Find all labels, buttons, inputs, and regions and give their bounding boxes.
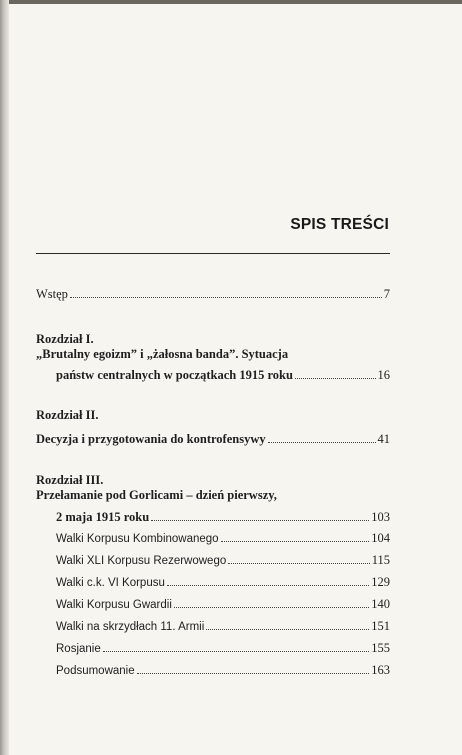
toc-entry-section[interactable] [56, 596, 390, 612]
chapter-heading-1: Rozdział I. [36, 332, 94, 346]
chapter-heading-2: Rozdział II. [36, 408, 99, 422]
dot-leader [228, 562, 369, 564]
chapter-title-3-line1: Przełamanie pod Gorlicami – dzień pierwszy, [36, 488, 277, 502]
toc-entry-page: 151 [371, 619, 390, 633]
toc-entry-page: 16 [377, 368, 390, 382]
toc-entry-label: Walki XLI Korpusu Rezerwowego [56, 555, 227, 567]
toc-entry-page: 155 [371, 641, 390, 655]
toc-entry-page: 115 [371, 553, 390, 567]
toc-entry-section[interactable] [56, 640, 390, 656]
toc-entry-page: 104 [371, 531, 390, 545]
page-title: SPIS TREŚCI [290, 216, 389, 233]
toc-entry-chapter-3[interactable] [56, 509, 390, 525]
toc-entry-section[interactable] [56, 662, 390, 678]
toc-entry-section[interactable] [56, 574, 390, 590]
toc-entry-page: 163 [371, 663, 390, 677]
dot-leader [206, 628, 369, 630]
toc-entry-chapter-1[interactable] [56, 367, 390, 383]
dot-leader [295, 377, 376, 379]
toc-entry-page: 7 [383, 287, 390, 301]
chapter-heading-3: Rozdział III. [36, 473, 104, 487]
dot-leader [103, 650, 370, 652]
toc-entry-label: Walki Korpusu Gwardii [56, 599, 172, 611]
dot-leader [151, 519, 369, 521]
toc-entry-section[interactable] [56, 530, 390, 546]
chapter-title-1-line1: „Brutalny egoizm” i „żałosna banda”. Sytuacja [36, 347, 289, 361]
toc-entry-page: 140 [371, 597, 390, 611]
toc-entry-label: 2 maja 1915 roku [56, 510, 150, 524]
toc-entry-page: 41 [377, 432, 390, 446]
toc-entry-section[interactable] [56, 552, 390, 568]
toc-entry-label: Walki na skrzydłach 11. Armii [56, 621, 205, 633]
toc-entry-section[interactable] [56, 618, 390, 634]
dot-leader [268, 441, 376, 443]
dot-leader [167, 584, 369, 586]
dot-leader [221, 540, 370, 542]
toc-entry-label: Walki c.k. VI Korpusu [56, 577, 165, 589]
toc-entry-label: Rosjanie [56, 643, 101, 655]
toc-entry-label: Walki Korpusu Kombinowanego [56, 533, 219, 545]
dot-leader [70, 296, 382, 298]
toc-entry-chapter-2[interactable] [36, 431, 390, 447]
book-spine-shadow [0, 0, 9, 755]
dot-leader [137, 672, 370, 674]
page-top-edge [0, 0, 462, 4]
toc-entry-label: Podsumowanie [56, 665, 135, 677]
toc-entry-label: Decyzja i przygotowania do kontrofensywy [36, 432, 266, 446]
title-divider [36, 253, 390, 254]
toc-entry-label: Wstęp [36, 287, 68, 301]
toc-entry-page: 103 [371, 510, 390, 524]
toc-entry-label: państw centralnych w początkach 1915 roku [56, 368, 293, 382]
dot-leader [174, 606, 369, 608]
toc-entry-page: 129 [371, 575, 390, 589]
toc-entry-intro[interactable] [36, 286, 390, 302]
